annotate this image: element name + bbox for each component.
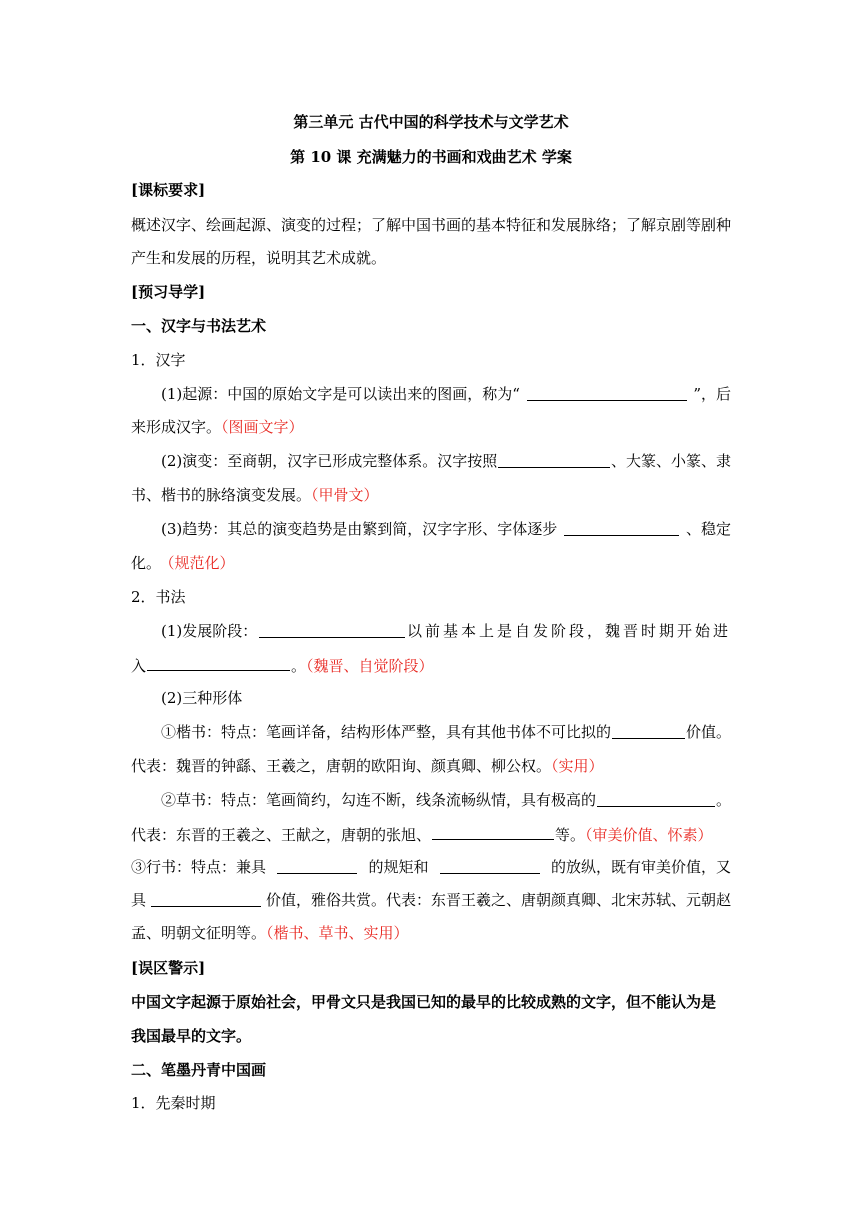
running-script-text-ju: 具 — [131, 891, 147, 909]
section-heading-preview: [预习导学] — [131, 283, 206, 301]
trend-blank[interactable] — [564, 519, 679, 536]
running-script-line-2 — [131, 890, 731, 910]
heading-chinese-painting: 二、笔墨丹青中国画 — [131, 1061, 267, 1079]
cursive-script-text-before: ②草书：特点：笔画简约，勾连不断，线条流畅纵情，具有极高的 — [161, 791, 597, 809]
heading-chinese-characters-calligraphy: 一、汉字与书法艺术 — [131, 317, 267, 335]
misconception-line-2: 我国最早的文字。 — [131, 1027, 252, 1045]
evolution-blank[interactable] — [498, 451, 610, 468]
regular-script-line-1 — [161, 722, 731, 742]
origin-blank[interactable] — [527, 384, 687, 401]
regular-script-blank[interactable] — [612, 722, 685, 739]
trend-line-1 — [161, 519, 731, 539]
stage-blank-1[interactable] — [259, 621, 405, 638]
answer-cursive-script: （审美价值、怀素） — [585, 826, 713, 844]
evolution-text-after: 、大篆、小篆、隶 — [610, 452, 731, 470]
running-script-text-mid: 的规矩和 — [368, 858, 429, 876]
stage-line-2 — [131, 654, 731, 676]
answer-trend: （规范化） — [167, 554, 235, 572]
cursive-script-line-2 — [131, 823, 731, 845]
origin-text-before: (1)起源：中国的原始文字是可以读出来的图画，称为“ — [161, 385, 520, 403]
evolution-line-2 — [131, 485, 731, 505]
cursive-script-blank-1[interactable] — [597, 790, 715, 807]
answer-running-script: （楷书、草书、实用） — [266, 924, 409, 942]
stage-period: 。 — [291, 657, 307, 675]
requirements-line-2: 产生和发展的历程，说明其艺术成就。 — [131, 249, 387, 267]
section-heading-requirements: [课标要求] — [131, 181, 206, 199]
regular-script-line-2 — [131, 756, 731, 776]
running-script-text-before: ③行书：特点：兼具 — [131, 858, 267, 876]
subheading-chinese-characters: 1．汉字 — [131, 351, 186, 369]
origin-line-1 — [161, 384, 731, 404]
trend-line-2 — [131, 553, 731, 573]
cursive-script-representatives: 代表：东晋的王羲之、王献之，唐朝的张旭、 — [131, 826, 432, 844]
stage-blank-2[interactable] — [147, 654, 290, 671]
cursive-script-etc: 等。 — [555, 826, 586, 844]
running-script-representatives: 价值，雅俗共赏。代表：东晋王羲之、唐朝颜真卿、北宋苏轼、元朝赵 — [265, 891, 731, 909]
stage-line-1 — [161, 621, 731, 641]
origin-line-2 — [131, 417, 731, 437]
trend-text-before: (3)趋势：其总的演变趋势是由繁到简，汉字字形、字体逐步 — [161, 520, 558, 538]
subheading-calligraphy: 2．书法 — [131, 588, 186, 606]
three-styles-heading: (2)三种形体 — [161, 689, 243, 707]
cursive-script-text-after: 。 — [715, 791, 731, 809]
origin-text-after: ”，后 — [693, 385, 731, 403]
running-script-blank-1[interactable] — [277, 857, 357, 874]
subheading-pre-qin: 1．先秦时期 — [131, 1094, 216, 1112]
cursive-script-line-1 — [161, 790, 731, 810]
evolution-continuation: 书、楷书的脉络演变发展。 — [131, 486, 312, 504]
regular-script-text-after: 价值。 — [685, 723, 731, 741]
stage-continuation: 入 — [131, 657, 147, 675]
trend-text-after: 、稳定 — [685, 520, 731, 538]
section-heading-misconception: [误区警示] — [131, 959, 206, 977]
answer-regular-script: （实用） — [551, 757, 604, 775]
running-script-text-after: 的放纵，既有审美价值，又 — [550, 858, 731, 876]
evolution-text-before: (2)演变：至商朝，汉字已形成完整体系。汉字按照 — [161, 452, 498, 470]
requirements-line-1: 概述汉字、绘画起源、演变的过程；了解中国书画的基本特征和发展脉络；了解京剧等剧种 — [131, 216, 732, 234]
running-script-line-3 — [131, 923, 731, 943]
answer-stage: （魏晋、自觉阶段） — [306, 657, 434, 675]
page-subtitle: 第 10 课 充满魅力的书画和戏曲艺术 学案 — [290, 148, 572, 166]
regular-script-text-before: ①楷书：特点：笔画详备，结构形体严整，具有其他书体不可比拟的 — [161, 723, 612, 741]
origin-continuation: 来形成汉字。 — [131, 418, 222, 436]
page-title: 第三单元 古代中国的科学技术与文学艺术 — [293, 113, 569, 131]
trend-continuation: 化。 — [131, 554, 162, 572]
regular-script-representatives: 代表：魏晋的钟繇、王羲之，唐朝的欧阳询、颜真卿、柳公权。 — [131, 757, 552, 775]
stage-text-after: 以前基本上是自发阶段，魏晋时期开始进 — [406, 622, 731, 640]
stage-text-before: (1)发展阶段： — [161, 622, 258, 640]
evolution-line-1 — [161, 451, 731, 471]
answer-evolution: （甲骨文） — [311, 486, 379, 504]
running-script-continuation: 孟、明朝文征明等。 — [131, 924, 267, 942]
running-script-blank-2[interactable] — [440, 857, 540, 874]
answer-origin: （图画文字） — [221, 418, 304, 436]
cursive-script-blank-2[interactable] — [432, 823, 554, 840]
running-script-line-1 — [131, 857, 731, 877]
misconception-line-1: 中国文字起源于原始社会，甲骨文只是我国已知的最早的比较成熟的文字，但不能认为是 — [131, 993, 717, 1011]
running-script-blank-3[interactable] — [151, 890, 261, 907]
